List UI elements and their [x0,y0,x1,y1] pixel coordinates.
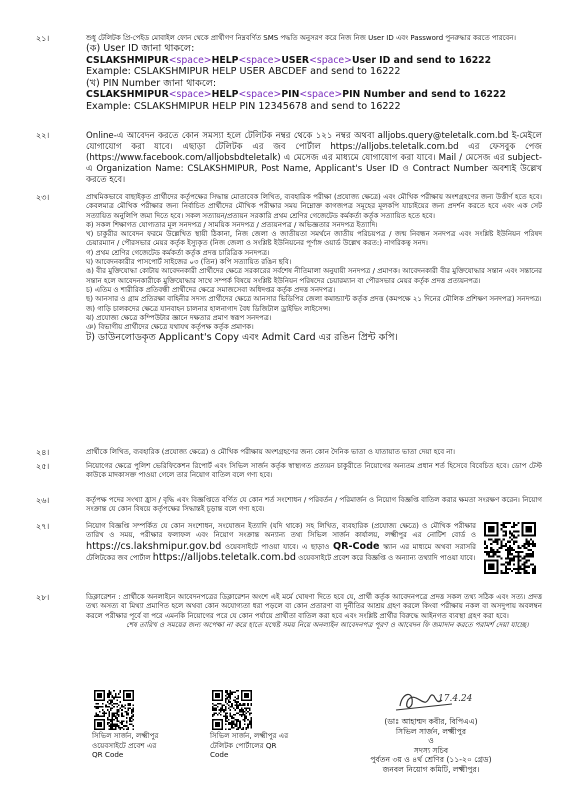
doc-sub-2: খ) চাকুরীর আবেদন ফরমে উল্লেখিত স্থায়ী ঠিকানা, নিজ জেলা ও জাতীয়তা সমর্থনে জাতীয় পরিচয়পত্র / জন্ম নিবন্ধন সনদপত্র এবং সংশ্লিষ্ট ইউনিয়ন পরিষদ চেয়ারম্যান / পৌরসভার মেয়র কর্তৃক ইস্যুকৃত (নিজ জেলা ও সংশ্লিষ্ট ইউনিয়নের পূর্ণাঙ্গ ওয়ার্ড উল্লেখ করত:) নাগরিকত্ব সনদ। [86,230,542,248]
item-number: ২২। [36,131,50,140]
website-qr-code-icon [94,690,134,730]
pin-example: Example: CSLAKSHMIPUR HELP PIN 12345678 and send to 16222 [86,100,401,112]
pin-heading: (খ) PIN Number জানা থাকলে: [86,77,217,89]
item-text [86,34,542,112]
deadline-note: শেষ তারিখ ও সময়ের জন্য অপেক্ষা না করে হাতে যথেষ্ট সময় নিয়ে অনলাইন আবেদনপত্র পূরণ ও আবেদন ফি জমাদান করতে পরামর্শ দেয়া যাচ্ছে। [126,620,529,629]
item-number: ২৮। [36,593,50,602]
item-number: ২৩। [36,193,50,202]
officer-and: ও [428,736,434,746]
doc-sub-9: ঝ) প্রযোজ্য ক্ষেত্রে কম্পিউটার জ্ঞানে দক্ষতার প্রমাণ স্বরূপ সনদপত্র। [86,313,272,322]
item-text [86,593,542,630]
qr2-caption: সিভিল সার্জন, লক্ষ্মীপুর এর টেলিটক পোর্টালের QR Code [210,731,289,760]
signature-date: 17.4.24 [438,694,473,704]
documents-intro: প্রাথমিকভাবে বাছাইকৃত প্রার্থীদের কর্তৃপক্ষের সিদ্ধান্ত মোতাবেক লিখিত, ব্যবহারিক পরীক্ষা (প্রযোজ্য ক্ষেত্রে) এবং মৌখিক পরীক্ষায় অংশগ্রহণের জন্য উত্তীর্ণ হতে হবে। কেবলমাত্র মৌখিক পরীক্ষার জন্য নির্বাচিত প্রার্থীদের মৌখিক পরীক্ষার সময় নিম্নোক্ত কাগজপত্র সমূহের মূলকপি যাচাইয়ের জন্য প্রদর্শন করতে হবে এবং এক সেট সত্যায়িত অনুলিপি জমা দিতে হবে। সকল সত্যায়ন/প্রত্যয়ন সরকারি প্রথম শ্রেণির গেজেটেড কর্মকর্তা কর্তৃক সত্যায়িত হতে হবে। [86,193,542,220]
committee-role: সদস্য সচিব [413,745,449,755]
sms-intro: শুধু টেলিটক প্রি-পেইড মোবাইল ফোন থেকে প্রার্থীগণ নিম্নবর্ণিত SMS পদ্ধতি অনুসরণ করে নিজ নিজ User ID এবং Password পুনরুদ্ধার করতে পারবেন। [86,34,516,42]
item-number: ২৬। [36,496,50,505]
item-text: নিয়োগ বিজ্ঞপ্তি সম্পর্কিত যে কোন সংশোধন, সংযোজন ইত্যাদি (যদি থাকে) সহ লিখিত, ব্যবহারিক (প্রযোজ্য ক্ষেত্রে) ও মৌখিক পরীক্ষার তারিখ ও সময়, পরীক্ষার ফলাফল এবং নিয়োগ সংক্রান্ত অন্যান্য তথ্য সিভিল সার্জন কার্যালয়, লক্ষ্মীপুর এর নোটিশ বোর্ড ও https://cs.lakshmipur.gov.bd ওয়েবসাইটে পাওয়া যাবে। এ ছাড়াও QR-Code স্ক্যান এর মাধ্যমে অথবা সরাসরি টেলিটকের জব পোর্টাল https://alljobs.teletalk.com.bd ওয়েবসাইটে প্রবেশ করে বিজ্ঞপ্তি ও অন্যান্য তথ্যাদি পাওয়া যাবে। [86,522,477,563]
item-number: ২৫। [36,462,50,471]
item-text: Online-এ আবেদন করতে কোন সমস্যা হলে টেলিটক নম্বর থেকে ১২১ নম্বর অথবা alljobs.query@teletalk.com.bd ই-মেইলে যোগাযোগ করা যাবে। এছাড়া টেলিটক এর জব পোর্টাল https://alljobs.teletalk.com.bd এর ফেসবুক পেজ (https://www.facebook.com/alljobsbdteletalk) এ মেসেজ এর মাধ্যমে যোগাযোগ করা যাবে। Mail / মেসেজ এর subject-এ Organization Name: CSLAKSHMIPUR, Post Name, Applicant's User ID ও Contract Number অবশ্যই উল্লেখ করতে হবে। [86,131,542,185]
signature [392,682,482,716]
userid-command: CSLAKSHMIPUR<space>HELP<space>USER<space>User ID and send to 16222 [86,54,492,66]
committee-line-1: পুর্বতন ৩য় ও ৪র্থ শ্রেণির (১১-২০ গ্রেড) [370,755,492,765]
doc-sub-11: ট) ডাউনলোডকৃত Applicant's Copy এবং Admit Card এর রঙিন প্রিন্ট কপি। [86,332,398,344]
cs-website-link[interactable]: https://cs.lakshmipur.gov.bd [86,540,222,552]
doc-sub-1: ক) সকল শিক্ষাগত যোগ্যতার মূল সনদপত্র / সাময়িক সনদপত্র / প্রত্যয়নপত্র / অভিজ্ঞতার সনদপত্র ইত্যাদি। [86,220,378,229]
declaration-text: ডিক্লারেশন : প্রার্থীকে অনলাইনে আবেদনপত্রের ডিক্লারেশন অংশে এই মর্মে ঘোষণা দিতে হবে যে, প্রার্থী কর্তৃক আবেদনপত্রে প্রদত্ত সকল তথ্য সঠিক এবং সত্য। প্রদত্ত তথ্য অসত্য বা মিথ্যা প্রমাণিত হলে অথবা কোন অযোগ্যতা ধরা পড়লে বা কোন প্রতারণা বা দুর্নীতির আশ্রয় গ্রহণ করলে কিংবা পরীক্ষায় নকল বা অসদুপায় অবলম্বন করলে পরীক্ষার পূর্বে বা পরে এমনকি নিয়োগের পরে যে কোন পর্যায়ে প্রার্থীতা বাতিল করা হবে এবং সংশ্লিষ্ট প্রার্থীর বিরুদ্ধে আইনগত ব্যবস্থা গ্রহণ করা হবে। [86,593,542,620]
doc-sub-5: ঙ) বীর মুক্তিযোদ্ধা কোটায় আবেদনকারী প্রার্থীদের ক্ষেত্রে সরকারের সর্বশেষ নীতিমালা অনুযায়ী সনদপত্র / প্রমাণক। আবেদনকারী বীর মুক্তিযোদ্ধার সন্তান এবং সন্তানের সন্তান হলে আবেদনকারীকে মুক্তিযোদ্ধার সাথে সম্পর্ক বিষয়ে সংশ্লিষ্ট ইউনিয়ন পরিষদের চেয়ারম্যান বা পৌরসভার মেয়র কর্তৃক প্রদত্ত প্রত্যয়নপত্র। [86,267,542,285]
officer-name: (ডাঃ আহাম্মদ কবীর, বিপিএএ) [384,717,478,726]
item-text: প্রার্থীকে লিখিত, ব্যবহারিক (প্রযোজ্য ক্ষেত্রে) ও মৌখিক পরীক্ষায় অংশগ্রহণের জন্য কোন দৈনিক ভাতা ও যাতায়াত ভাতা দেয়া হবে না। [86,448,456,456]
teletalk-portal-link[interactable]: https://alljobs.teletalk.com.bd [152,552,296,563]
doc-sub-3: গ) প্রথম শ্রেণির গেজেটেড কর্মকর্তা কর্তৃক প্রদত্ত চারিত্রিক সনদপত্র। [86,248,270,257]
officer-block [336,717,526,775]
doc-sub-7: ছ) আনসার ও গ্রাম প্রতিরক্ষা বাহিনীর সদস্য প্রার্থীদের ক্ষেত্রে আনসার ভিডিপির জেলা কমান্ড্যান্ট কর্তৃক প্রদত্ত (কমপক্ষে ২১ দিনের মৌলিক প্রশিক্ষণ সনদপত্র) সনদপত্র। [86,295,542,304]
pin-command: CSLAKSHMIPUR<space>HELP<space>PIN<space>PIN Number and send to 16222 [86,89,506,101]
item-text: কর্তৃপক্ষ পদের সংখ্যা হ্রাস / বৃদ্ধি এবং বিজ্ঞপ্তিতে বর্ণিত যে কোন শর্ত সংশোধন / পরিবর্তন / পরিমার্জন ও নিয়োগ বিজ্ঞপ্তি বাতিল করার ক্ষমতা সংরক্ষণ করেন। নিয়োগ সংক্রান্ত যে কোন বিষয়ে কর্তৃপক্ষের সিদ্ধান্তই চূড়ান্ত বলে গণ্য হবে। [86,496,542,514]
item-number: ২৪। [36,448,50,457]
portal-qr-code-icon [212,690,252,730]
userid-example: Example: CSLAKSHMIPUR HELP USER ABCDEF and send to 16222 [86,66,401,78]
item-number: ২১। [36,34,50,43]
doc-sub-8: জ) গাড়ি চালকদের ক্ষেত্রে যানবাহন চালনার হালনাগাদ বৈধ ডিজিটাল ড্রাইভিং লাইসেন্স। [86,304,331,313]
item-text [86,193,542,344]
doc-sub-6: চ) এতিম ও শারীরিক প্রতিবন্ধী প্রার্থীদের ক্ষেত্রে সমাজসেবা অধিদপ্তর কর্তৃক প্রদত্ত সনদপত্র। [86,285,336,294]
committee-line-2: জনবল নিয়োগ কমিটি, লক্ষ্মীপুর। [382,764,480,774]
doc-sub-10: ঞ) বিভাগীয় প্রার্থীদের ক্ষেত্রে যথাযথ কর্তৃপক্ষ কর্তৃক প্রমাণক। [86,323,254,332]
officer-title: সিভিল সার্জন, লক্ষ্মীপুর [395,726,467,736]
qr-code-icon [484,522,536,574]
item-number: ২৭। [36,522,50,531]
doc-sub-4: ঘ) আবেদনকারীর পাসপোর্ট সাইজের ০৩ (তিন) কপি সত্যায়িত রঙিন ছবি। [86,258,292,267]
item-text: নিয়োগের ক্ষেত্রে পুলিশ ভেরিফিকেশন রিপোর্ট এবং সিভিল সার্জন কর্তৃক স্বাস্থ্যগত প্রত্যয়ন চাকুরীতে নিয়োগের অন্যতম প্রধান শর্ত হিসেবে বিবেচিত হবে। ডোপ টেস্ট কাউকে মাদকাসক্ত পাওয়া গেলে তার নিয়োগ বাতিল বলে গণ্য হবে। [86,462,542,480]
userid-heading: (ক) User ID জানা থাকলে: [86,43,195,55]
qr1-caption: সিভিল সার্জন, লক্ষ্মীপুর ওয়েবসাইটে প্রবেশ এর QR Code [92,731,159,760]
